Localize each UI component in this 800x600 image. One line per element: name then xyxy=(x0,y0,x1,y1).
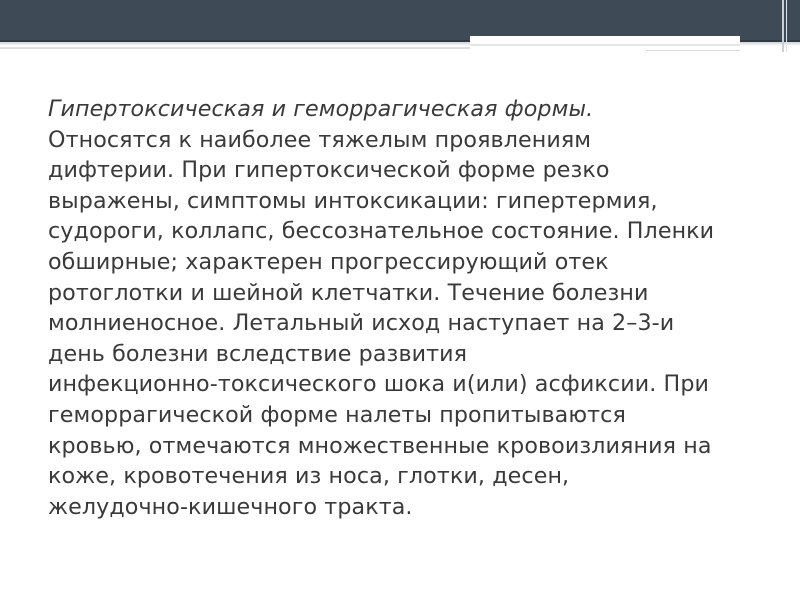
header-accent-line-right xyxy=(470,44,740,46)
body-line: день болезни вследствие развития xyxy=(48,340,468,367)
body-line: геморрагической форме налеты пропитываются xyxy=(48,401,626,428)
header-accent-block xyxy=(470,36,740,44)
header-accent-vertical-thin xyxy=(786,0,787,52)
header-accent-vertical xyxy=(782,0,784,52)
body-line: ротоглотки и шейной клетчатки. Течение болезни xyxy=(48,279,649,306)
body-line: судороги, коллапс, бессознательное состояние. Пленки xyxy=(48,218,715,245)
slide-body-text xyxy=(48,94,760,522)
body-line: желудочно-кишечного тракта. xyxy=(48,493,413,520)
lead-italic-heading: Гипертоксическая и геморрагическая формы. xyxy=(48,96,594,122)
header-accent-line-left xyxy=(0,47,470,49)
body-line: инфекционно-токсического шока и(или) асфиксии. При xyxy=(48,371,710,398)
header-accent-thin-line xyxy=(646,50,740,51)
body-line: выражены, симптомы интоксикации: гипертермия, xyxy=(48,187,658,214)
body-line: молниеносное. Летальный исход наступает на 2–3-и xyxy=(48,310,675,337)
lead-line xyxy=(48,94,760,125)
body-line: Относятся к наиболее тяжелым проявлениям xyxy=(48,126,592,153)
body-line: кровью, отмечаются множественные кровоизлияния на xyxy=(48,432,712,459)
body-line: обширные; характерен прогрессирующий отек xyxy=(48,248,609,275)
body-line: коже, кровотечения из носа, глотки, десен, xyxy=(48,463,570,490)
body-line: дифтерии. При гипертоксической форме резко xyxy=(48,157,610,184)
